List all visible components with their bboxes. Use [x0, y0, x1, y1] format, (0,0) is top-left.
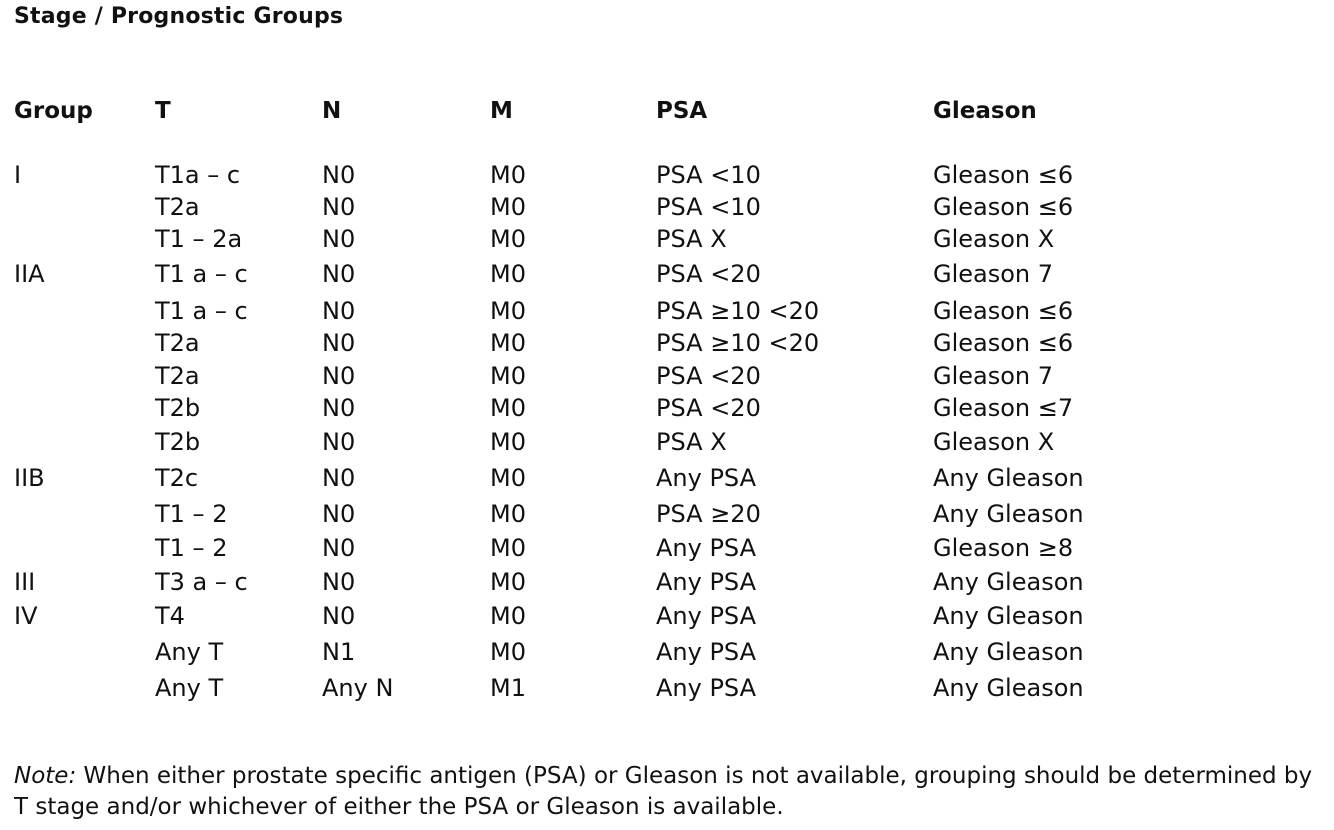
- table-row: [0, 394, 1334, 426]
- cell-n: N0: [322, 428, 356, 456]
- cell-n: N0: [322, 329, 356, 357]
- cell-m: M0: [490, 193, 526, 221]
- table-row: [0, 362, 1334, 394]
- cell-group: III: [14, 568, 36, 596]
- cell-n: N0: [322, 362, 356, 390]
- cell-m: M0: [490, 394, 526, 422]
- cell-psa: PSA <20: [656, 394, 761, 422]
- cell-group: IIA: [14, 260, 45, 288]
- cell-psa: PSA <10: [656, 161, 761, 189]
- cell-gleason: Gleason ≤6: [933, 193, 1074, 221]
- cell-gleason: Gleason X: [933, 428, 1055, 456]
- cell-n: N0: [322, 500, 356, 528]
- cell-m: M1: [490, 674, 526, 702]
- cell-psa: Any PSA: [656, 464, 757, 492]
- cell-psa: PSA <20: [656, 362, 761, 390]
- cell-t: T1 – 2a: [155, 225, 243, 253]
- cell-psa: PSA <10: [656, 193, 761, 221]
- cell-n: N0: [322, 225, 356, 253]
- table-row: [0, 329, 1334, 361]
- cell-t: T4: [155, 602, 185, 630]
- cell-gleason: Any Gleason: [933, 464, 1084, 492]
- cell-m: M0: [490, 464, 526, 492]
- cell-t: T2b: [155, 394, 201, 422]
- table-header: [0, 98, 1334, 130]
- cell-gleason: Gleason ≤6: [933, 329, 1074, 357]
- table-row: [0, 260, 1334, 292]
- cell-gleason: Any Gleason: [933, 674, 1084, 702]
- cell-t: Any T: [155, 674, 224, 702]
- cell-gleason: Any Gleason: [933, 500, 1084, 528]
- table-row: [0, 674, 1334, 706]
- cell-n: N0: [322, 161, 356, 189]
- header-group: Group: [14, 98, 93, 124]
- cell-psa: PSA X: [656, 428, 727, 456]
- table-row: [0, 297, 1334, 329]
- cell-psa: PSA ≥10 <20: [656, 297, 820, 325]
- cell-m: M0: [490, 161, 526, 189]
- table-row: [0, 225, 1334, 257]
- cell-t: T2a: [155, 193, 200, 221]
- cell-n: N0: [322, 464, 356, 492]
- cell-n: N0: [322, 260, 356, 288]
- cell-t: T2b: [155, 428, 201, 456]
- cell-group: IIB: [14, 464, 45, 492]
- cell-n: N0: [322, 297, 356, 325]
- cell-gleason: Gleason ≤7: [933, 394, 1074, 422]
- cell-n: N0: [322, 568, 356, 596]
- cell-m: M0: [490, 225, 526, 253]
- header-t: T: [155, 98, 171, 124]
- cell-m: M0: [490, 638, 526, 666]
- cell-n: N0: [322, 193, 356, 221]
- cell-psa: PSA X: [656, 225, 727, 253]
- cell-gleason: Any Gleason: [933, 568, 1084, 596]
- cell-n: N0: [322, 602, 356, 630]
- cell-n: N0: [322, 394, 356, 422]
- cell-psa: Any PSA: [656, 568, 757, 596]
- cell-psa: Any PSA: [656, 638, 757, 666]
- cell-group: I: [14, 161, 22, 189]
- header-m: M: [490, 98, 513, 124]
- cell-n: N1: [322, 638, 356, 666]
- cell-t: T2a: [155, 362, 200, 390]
- cell-t: T3 a – c: [155, 568, 248, 596]
- cell-psa: PSA ≥10 <20: [656, 329, 820, 357]
- cell-gleason: Any Gleason: [933, 602, 1084, 630]
- table-row: [0, 464, 1334, 496]
- cell-m: M0: [490, 297, 526, 325]
- cell-t: T1a – c: [155, 161, 241, 189]
- cell-m: M0: [490, 500, 526, 528]
- cell-m: M0: [490, 260, 526, 288]
- table-row: [0, 602, 1334, 634]
- cell-psa: Any PSA: [656, 534, 757, 562]
- cell-psa: PSA ≥20: [656, 500, 761, 528]
- cell-m: M0: [490, 428, 526, 456]
- cell-psa: Any PSA: [656, 602, 757, 630]
- header-gleason: Gleason: [933, 98, 1037, 124]
- cell-t: T1 a – c: [155, 297, 248, 325]
- cell-m: M0: [490, 362, 526, 390]
- page-title: Stage / Prognostic Groups: [14, 4, 344, 29]
- header-psa: PSA: [656, 98, 708, 124]
- cell-gleason: Any Gleason: [933, 638, 1084, 666]
- table-row: [0, 638, 1334, 670]
- cell-t: T2c: [155, 464, 199, 492]
- cell-psa: Any PSA: [656, 674, 757, 702]
- cell-t: T1 – 2: [155, 500, 228, 528]
- cell-t: T1 a – c: [155, 260, 248, 288]
- table-row: [0, 193, 1334, 225]
- note-text: When either prostate specific antigen (PSA) or Gleason is not available, grouping should be determined by T stage and/or whichever of either the PSA or Gleason is available.: [14, 763, 1313, 820]
- header-n: N: [322, 98, 342, 124]
- table-row: [0, 568, 1334, 600]
- cell-gleason: Gleason ≤6: [933, 161, 1074, 189]
- cell-m: M0: [490, 534, 526, 562]
- cell-t: Any T: [155, 638, 224, 666]
- cell-gleason: Gleason 7: [933, 362, 1054, 390]
- cell-group: IV: [14, 602, 38, 630]
- note-label: Note:: [14, 763, 77, 789]
- cell-gleason: Gleason ≥8: [933, 534, 1074, 562]
- table-row: [0, 500, 1334, 532]
- cell-n: Any N: [322, 674, 394, 702]
- table-row: [0, 428, 1334, 460]
- table-row: [0, 161, 1334, 193]
- cell-m: M0: [490, 568, 526, 596]
- cell-t: T2a: [155, 329, 200, 357]
- cell-m: M0: [490, 329, 526, 357]
- cell-gleason: Gleason 7: [933, 260, 1054, 288]
- cell-m: M0: [490, 602, 526, 630]
- cell-n: N0: [322, 534, 356, 562]
- footnote: [14, 761, 1324, 823]
- table-row: [0, 534, 1334, 566]
- cell-gleason: Gleason ≤6: [933, 297, 1074, 325]
- cell-gleason: Gleason X: [933, 225, 1055, 253]
- cell-psa: PSA <20: [656, 260, 761, 288]
- cell-t: T1 – 2: [155, 534, 228, 562]
